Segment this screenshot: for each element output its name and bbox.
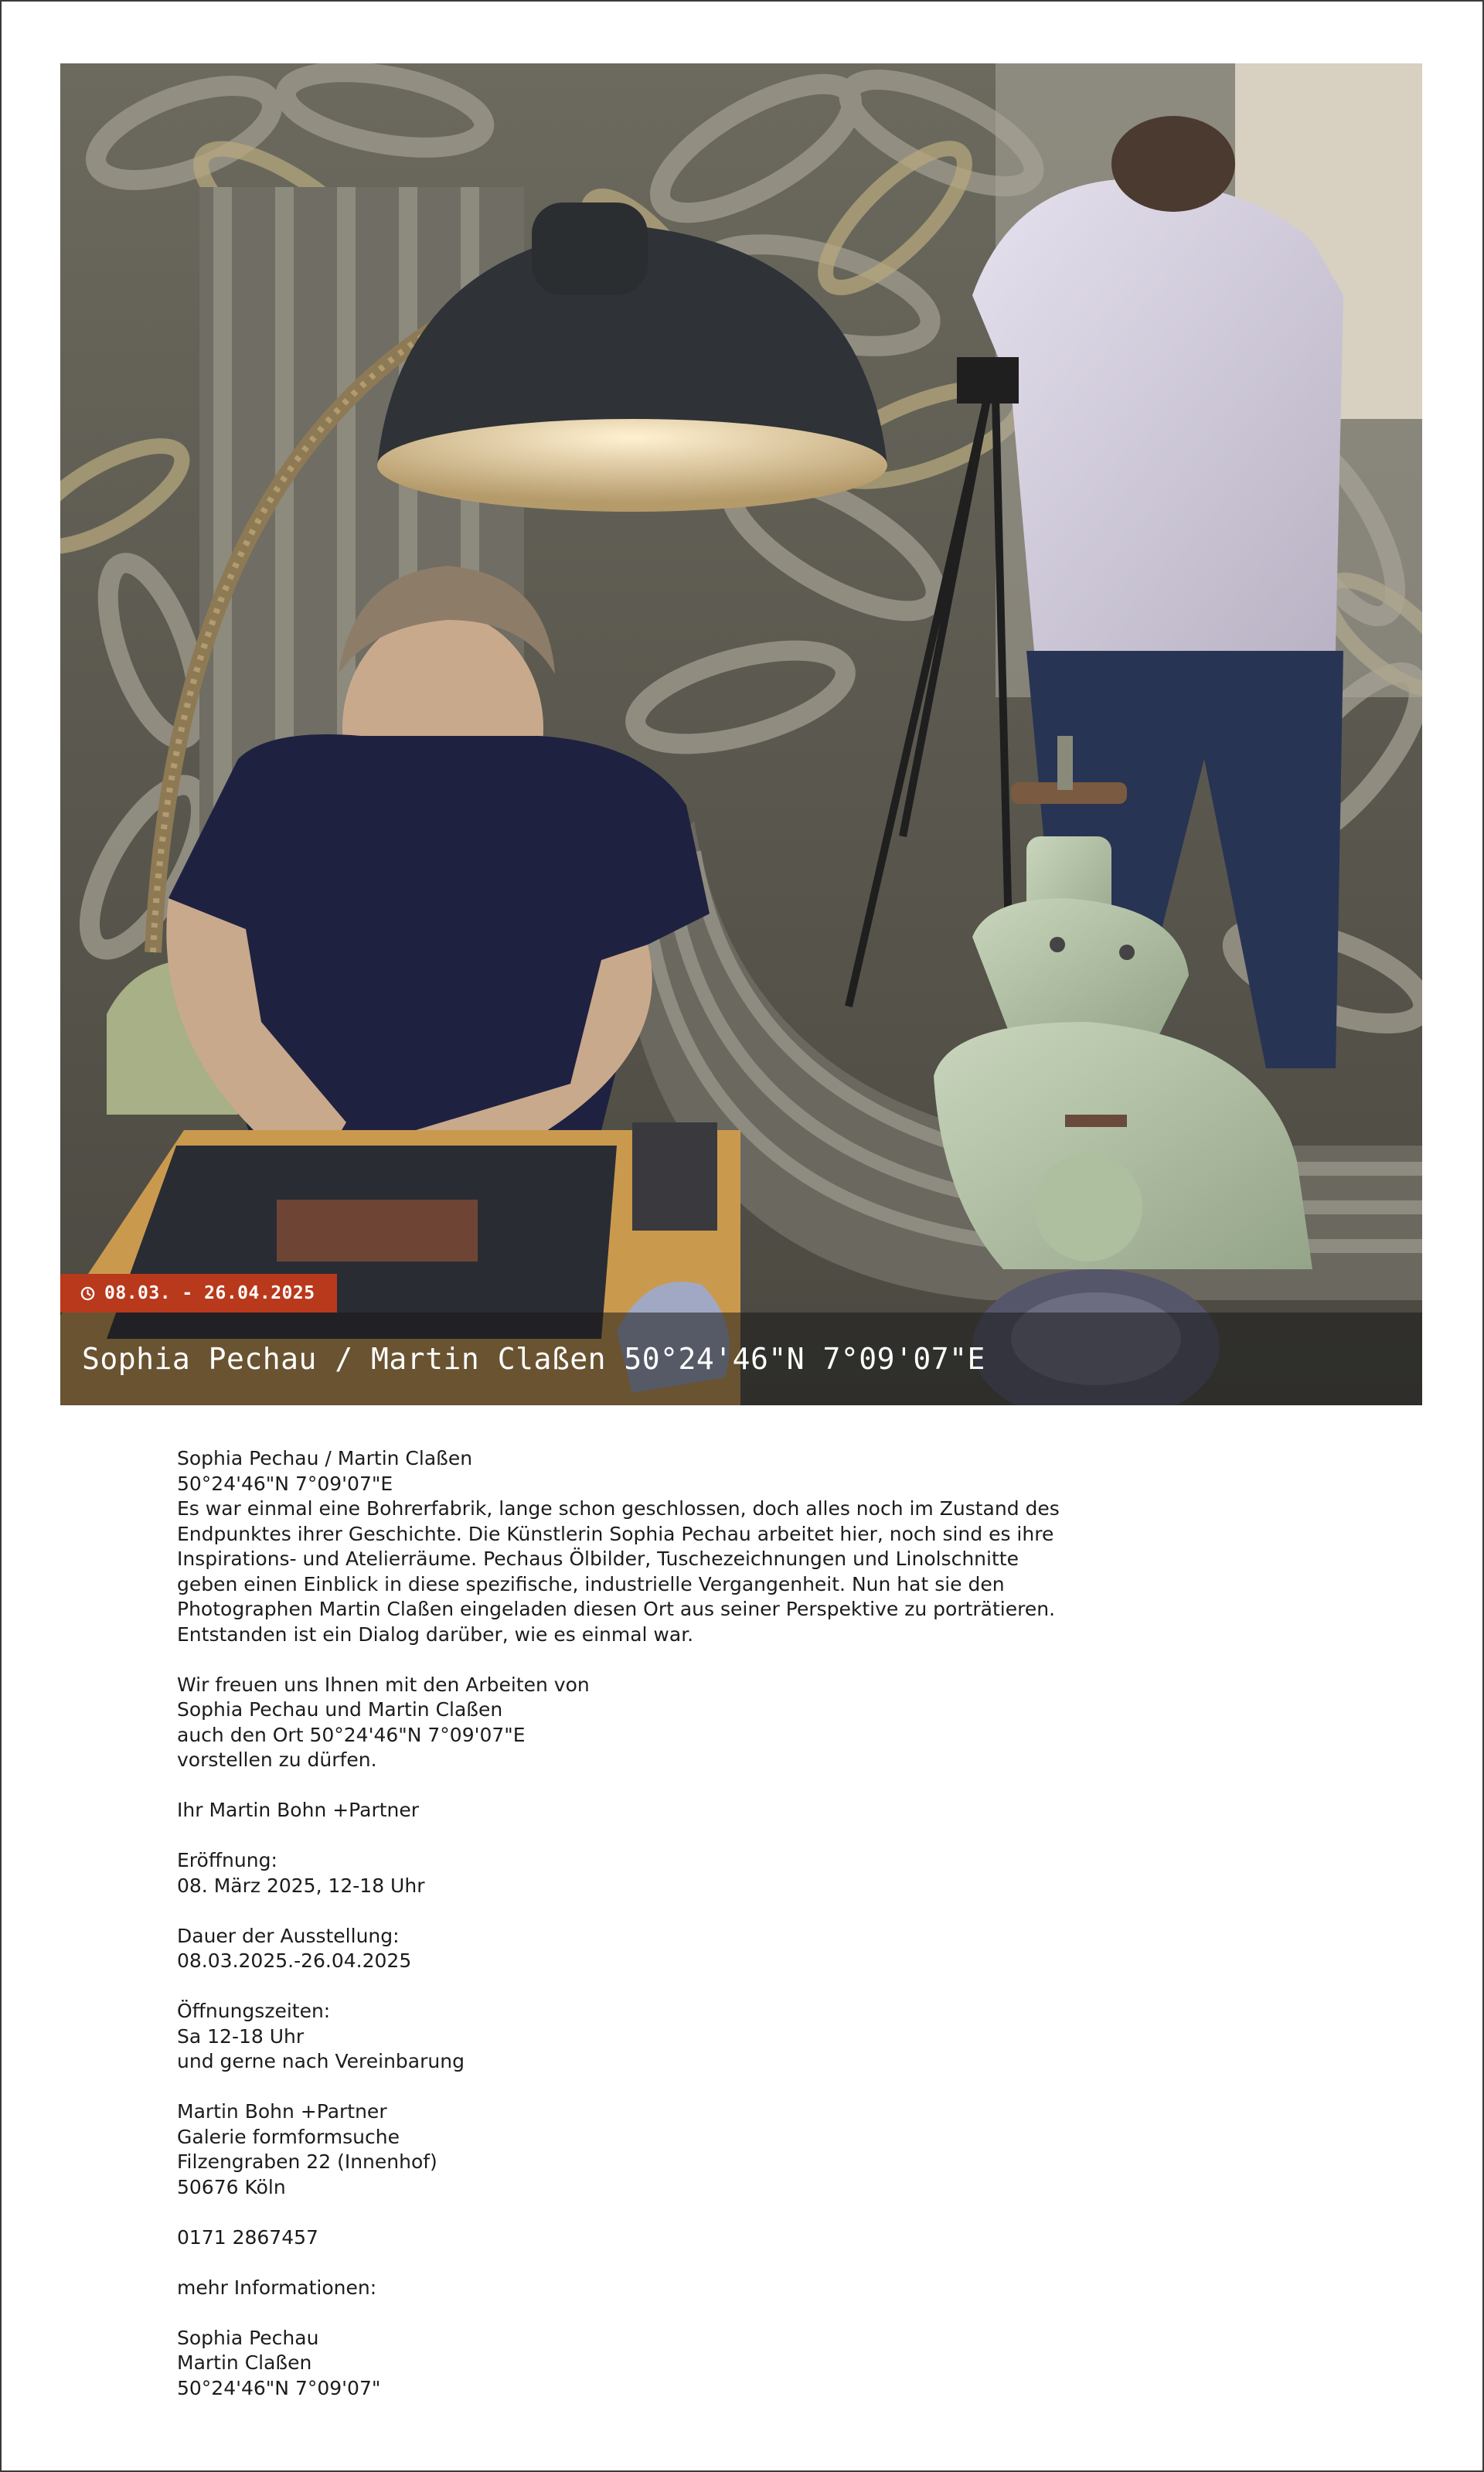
date-range: 08.03. - 26.04.2025 — [104, 1283, 315, 1303]
intro-paragraph-line: Es war einmal eine Bohrerfabrik, lange schon geschlossen, doch alles noch im Zustand des — [177, 1497, 1060, 1520]
signature: Ihr Martin Bohn +Partner — [177, 1799, 420, 1821]
clock-icon — [80, 1286, 95, 1301]
address-line: 50676 Köln — [177, 2175, 286, 2198]
hero-image[interactable] — [60, 63, 1422, 1405]
spacer — [177, 2300, 1104, 2326]
intro-paragraph-line: Photographen Martin Claßen eingeladen diesen Ort aus seiner Perspektive zu porträtieren. — [177, 1598, 1056, 1620]
spacer — [177, 2250, 1104, 2276]
date-badge — [60, 1274, 337, 1313]
spacer — [177, 2200, 1104, 2225]
hours-line: Sa 12-18 Uhr — [177, 2024, 305, 2048]
duration-value: 08.03.2025.-26.04.2025 — [177, 1949, 412, 1972]
intro-paragraph-line: Inspirations- und Atelierräume. Pechaus Ölbilder, Tuschezeichnungen und Linolschnitte — [177, 1548, 1019, 1570]
opening-label: Eröffnung: — [177, 1849, 277, 1871]
intro-coordinates: 50°24'46"N 7°09'07"E — [177, 1472, 393, 1495]
invitation-line: Wir freuen uns Ihnen mit den Arbeiten von — [177, 1673, 590, 1696]
address-line: Galerie formformsuche — [177, 2125, 400, 2148]
link-coordinates[interactable]: 50°24'46"N 7°09'07" — [177, 2376, 381, 2399]
invitation-line: vorstellen zu dürfen. — [177, 1748, 377, 1771]
invitation-line: Sophia Pechau und Martin Claßen — [177, 1698, 503, 1721]
invitation-line: auch den Ort 50°24'46"N 7°09'07"E — [177, 1723, 526, 1746]
address-line: Filzengraben 22 (Innenhof) — [177, 2150, 437, 2173]
phone-number[interactable]: 0171 2867457 — [177, 2225, 318, 2249]
exhibition-photo — [60, 63, 1422, 1405]
caption-bar — [60, 1313, 1422, 1405]
intro-paragraph-line: Endpunktes ihrer Geschichte. Die Künstlerin Sophia Pechau arbeitet hier, noch sind es ihre — [177, 1522, 1054, 1545]
hours-line: und gerne nach Vereinbarung — [177, 2050, 465, 2072]
spacer — [177, 1647, 1104, 1673]
hours-label: Öffnungszeiten: — [177, 2000, 331, 2022]
intro-paragraph-line: geben einen Einblick in diese spezifische, industrielle Vergangenheit. Nun hat sie den — [177, 1572, 1005, 1595]
spacer — [177, 1974, 1104, 2000]
spacer — [177, 1898, 1104, 1924]
link-martin-classen[interactable]: Martin Claßen — [177, 2351, 312, 2374]
address-line: Martin Bohn +Partner — [177, 2100, 387, 2123]
link-sophia-pechau[interactable]: Sophia Pechau — [177, 2326, 319, 2349]
opening-value: 08. März 2025, 12-18 Uhr — [177, 1874, 425, 1897]
duration-label: Dauer der Ausstellung: — [177, 1924, 400, 1947]
event-description — [177, 1446, 1104, 2401]
spacer — [177, 1773, 1104, 1799]
intro-artists: Sophia Pechau / Martin Claßen — [177, 1447, 473, 1469]
spacer — [177, 2075, 1104, 2100]
intro-paragraph-line: Entstanden ist ein Dialog darüber, wie es einmal war. — [177, 1622, 694, 1646]
spacer — [177, 1823, 1104, 1849]
more-info-label: mehr Informationen: — [177, 2276, 377, 2299]
event-title[interactable]: Sophia Pechau / Martin Claßen 50°24'46"N 7°09'07"E — [82, 1342, 985, 1376]
